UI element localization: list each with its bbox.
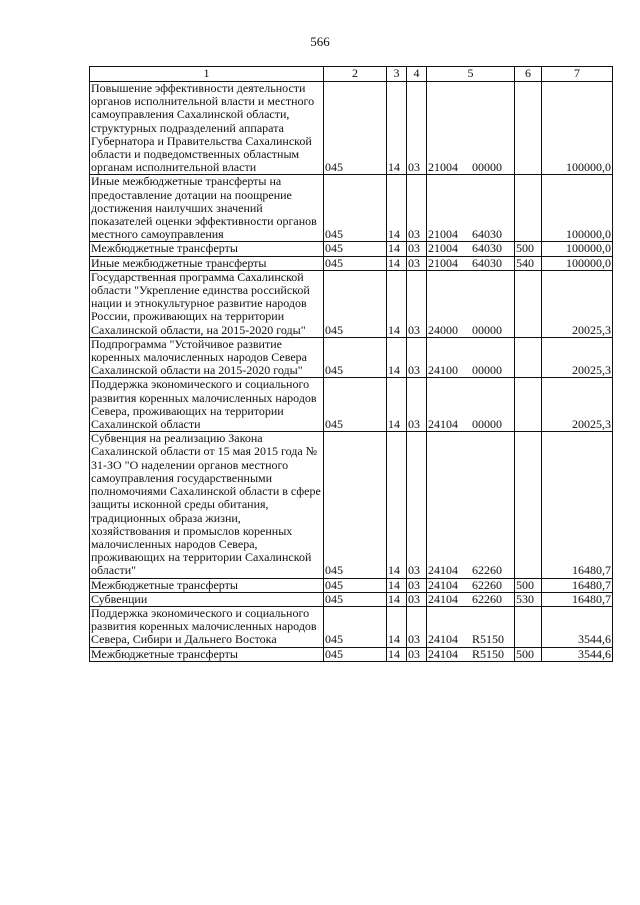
expense-type-cell: 500 — [515, 578, 542, 592]
table-row — [90, 175, 613, 242]
subsection-code-cell: 03 — [407, 647, 427, 661]
target-article-cell — [427, 432, 515, 578]
target-article-part: 64030 — [472, 241, 502, 256]
table-row — [90, 82, 613, 175]
section-code-cell: 14 — [387, 578, 407, 592]
section-code-cell: 14 — [387, 592, 407, 606]
header-cell: 6 — [515, 67, 542, 82]
target-article-cell — [427, 270, 515, 337]
table-row — [90, 378, 613, 432]
target-article-part: 24104 — [428, 647, 458, 661]
expense-type-cell — [515, 82, 542, 175]
subsection-code-cell: 03 — [407, 270, 427, 337]
subsection-code-cell: 03 — [407, 378, 427, 432]
target-article-part: 21004 — [428, 241, 458, 256]
section-code-cell: 14 — [387, 242, 407, 256]
header-cell: 1 — [90, 67, 324, 82]
amount-cell: 100000,0 — [542, 82, 613, 175]
table-row — [90, 256, 613, 270]
target-article-cell — [427, 378, 515, 432]
ministry-code-cell: 045 — [324, 647, 387, 661]
section-code-cell: 14 — [387, 175, 407, 242]
page-number: 566 — [310, 34, 330, 49]
ministry-code-cell: 045 — [324, 337, 387, 378]
section-code-cell: 14 — [387, 256, 407, 270]
section-code-cell: 14 — [387, 82, 407, 175]
item-name-cell: Государственная программа Сахалинской области "Укрепление единства российской нации и этнокультурное развитие народов России, проживающих на территории Сахалинской области, на 2015-2020 годы" — [90, 270, 324, 337]
item-name-cell: Межбюджетные трансферты — [90, 647, 324, 661]
target-article-cell — [427, 256, 515, 270]
target-article-cell — [427, 592, 515, 606]
target-article-cell — [427, 606, 515, 647]
ministry-code-cell: 045 — [324, 432, 387, 578]
target-article-part: 21004 — [428, 256, 458, 270]
header-cell: 2 — [324, 67, 387, 82]
header-cell: 4 — [407, 67, 427, 82]
section-code-cell: 14 — [387, 432, 407, 578]
ministry-code-cell: 045 — [324, 378, 387, 432]
amount-cell: 16480,7 — [542, 592, 613, 606]
ministry-code-cell: 045 — [324, 270, 387, 337]
table-row — [90, 337, 613, 378]
ministry-code-cell: 045 — [324, 592, 387, 606]
target-article-part: 24104 — [428, 417, 458, 432]
section-code-cell: 14 — [387, 378, 407, 432]
target-article-part: 24104 — [428, 578, 458, 592]
section-code-cell: 14 — [387, 606, 407, 647]
expense-type-cell — [515, 378, 542, 432]
item-name-cell: Межбюджетные трансферты — [90, 578, 324, 592]
target-article-part: 24100 — [428, 363, 458, 378]
item-name-cell: Субвенции — [90, 592, 324, 606]
target-article-part: R5150 — [472, 632, 505, 647]
section-code-cell: 14 — [387, 270, 407, 337]
ministry-code-cell: 045 — [324, 606, 387, 647]
section-code-cell: 14 — [387, 647, 407, 661]
ministry-code-cell: 045 — [324, 256, 387, 270]
target-article-cell — [427, 578, 515, 592]
target-article-cell — [427, 337, 515, 378]
expense-type-cell: 500 — [515, 242, 542, 256]
subsection-code-cell: 03 — [407, 432, 427, 578]
target-article-part: 62260 — [472, 578, 502, 592]
subsection-code-cell: 03 — [407, 175, 427, 242]
amount-cell: 16480,7 — [542, 432, 613, 578]
item-name-cell: Субвенция на реализацию Закона Сахалинской области от 15 мая 2015 года № 31-ЗО "О наделении органов местного самоуправления государственными полномочиями Сахалинской области в сфере защиты исконной среды обитания, традиционных образа жизни, хозяйствования и промыслов коренных малочисленных народов Севера, проживающих на территории Сахалинской области" — [90, 432, 324, 578]
ministry-code-cell: 045 — [324, 578, 387, 592]
budget-table — [89, 66, 613, 662]
subsection-code-cell: 03 — [407, 337, 427, 378]
item-name-cell: Поддержка экономического и социального развития коренных малочисленных народов Севера, Сибири и Дальнего Востока — [90, 606, 324, 647]
item-name-cell: Межбюджетные трансферты — [90, 242, 324, 256]
amount-cell: 100000,0 — [542, 175, 613, 242]
target-article-cell — [427, 242, 515, 256]
expense-type-cell — [515, 432, 542, 578]
expense-type-cell: 540 — [515, 256, 542, 270]
subsection-code-cell: 03 — [407, 82, 427, 175]
table-row — [90, 432, 613, 578]
item-name-cell: Поддержка экономического и социального развития коренных малочисленных народов Севера, проживающих на территории Сахалинской области — [90, 378, 324, 432]
target-article-cell — [427, 647, 515, 661]
table-row — [90, 606, 613, 647]
table-row — [90, 242, 613, 256]
item-name-cell: Иные межбюджетные трансферты на предоставление дотации на поощрение достижения наилучших значений показателей оценки эффективности органов местного самоуправления — [90, 175, 324, 242]
target-article-part: 00000 — [472, 322, 502, 337]
amount-cell: 20025,3 — [542, 337, 613, 378]
expense-type-cell — [515, 175, 542, 242]
target-article-part: 21004 — [428, 227, 458, 242]
header-cell: 5 — [427, 67, 515, 82]
amount-cell: 100000,0 — [542, 256, 613, 270]
amount-cell: 20025,3 — [542, 378, 613, 432]
table-body — [90, 82, 613, 662]
target-article-part: 00000 — [472, 363, 502, 378]
target-article-part: 24104 — [428, 592, 458, 606]
table-row — [90, 647, 613, 661]
item-name-cell: Повышение эффективности деятельности органов исполнительной власти и местного самоуправления Сахалинской области, структурных подразделений аппарата Губернатора и Правительства Сахалинской области и подведомственных областным органам исполнительной власти — [90, 82, 324, 175]
table-header — [90, 67, 613, 82]
target-article-part: 00000 — [472, 417, 502, 432]
amount-cell: 16480,7 — [542, 578, 613, 592]
amount-cell: 3544,6 — [542, 647, 613, 661]
expense-type-cell — [515, 606, 542, 647]
item-name-cell: Подпрограмма "Устойчивое развитие коренных малочисленных народов Севера Сахалинской области на 2015-2020 годы" — [90, 337, 324, 378]
ministry-code-cell: 045 — [324, 82, 387, 175]
subsection-code-cell: 03 — [407, 578, 427, 592]
amount-cell: 100000,0 — [542, 242, 613, 256]
ministry-code-cell: 045 — [324, 242, 387, 256]
ministry-code-cell: 045 — [324, 175, 387, 242]
expense-type-cell: 500 — [515, 647, 542, 661]
table-row — [90, 270, 613, 337]
expense-type-cell: 530 — [515, 592, 542, 606]
target-article-cell — [427, 175, 515, 242]
subsection-code-cell: 03 — [407, 256, 427, 270]
expense-type-cell — [515, 337, 542, 378]
amount-cell: 3544,6 — [542, 606, 613, 647]
header-row — [90, 67, 613, 82]
expense-type-cell — [515, 270, 542, 337]
target-article-part: R5150 — [472, 647, 505, 661]
target-article-cell — [427, 82, 515, 175]
target-article-part: 62260 — [472, 563, 502, 578]
target-article-part: 21004 — [428, 160, 458, 175]
section-code-cell: 14 — [387, 337, 407, 378]
target-article-part: 24104 — [428, 563, 458, 578]
table-row — [90, 592, 613, 606]
subsection-code-cell: 03 — [407, 606, 427, 647]
target-article-part: 62260 — [472, 592, 502, 606]
header-cell: 3 — [387, 67, 407, 82]
subsection-code-cell: 03 — [407, 242, 427, 256]
table-row — [90, 578, 613, 592]
target-article-part: 64030 — [472, 227, 502, 242]
header-cell: 7 — [542, 67, 613, 82]
target-article-part: 24104 — [428, 632, 458, 647]
item-name-cell: Иные межбюджетные трансферты — [90, 256, 324, 270]
target-article-part: 64030 — [472, 256, 502, 270]
target-article-part: 24000 — [428, 322, 458, 337]
subsection-code-cell: 03 — [407, 592, 427, 606]
target-article-part: 00000 — [472, 160, 502, 175]
amount-cell: 20025,3 — [542, 270, 613, 337]
